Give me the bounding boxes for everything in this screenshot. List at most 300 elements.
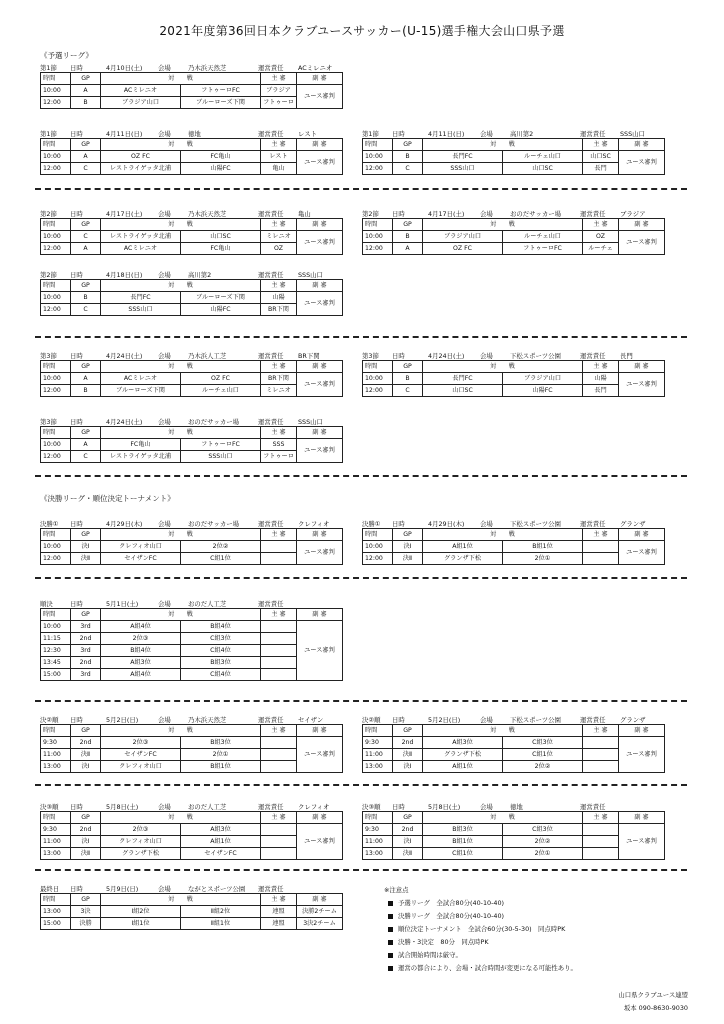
away-team: フトゥーロFC [181,85,261,97]
away-team: 2位② [503,836,583,848]
match-time: 10:00 [363,541,393,553]
match-date: 4月17日(土) [106,209,143,218]
match-gp: B [71,385,101,397]
col-match: 対 戦 [101,725,261,737]
col-referee: 主 審 [261,139,297,151]
match-date: 4月24日(土) [428,351,465,360]
match-time: 12:00 [41,385,71,397]
away-team: Ⅱ組1位 [181,918,261,930]
match-time: 12:00 [41,553,71,565]
match-gp: 決Ⅱ [393,749,423,761]
table-header-row [41,609,343,621]
col-referee: 主 審 [261,361,297,373]
away-team: C組3位 [181,633,261,645]
match-block [362,518,664,565]
match-time: 10:00 [41,292,71,304]
venue-label: 会場 [158,519,171,528]
col-assistant-referee: 副 審 [297,609,343,621]
block-header [40,416,342,426]
manager-name: BR下関 [298,351,320,360]
home-team: クレフィオ山口 [101,541,181,553]
block-header [40,62,342,72]
manager-label: 運営責任 [258,802,284,811]
divider [35,869,687,871]
match-block [40,269,342,316]
col-referee: 主 審 [583,812,619,824]
round-label: 決勝① [362,519,381,528]
table-row [363,824,665,836]
match-table [40,893,343,930]
home-team: Ⅰ組1位 [101,918,181,930]
referee [583,836,619,848]
datetime-label: 日時 [392,351,405,360]
referee [261,645,297,657]
match-time: 11:00 [363,836,393,848]
match-block [40,883,342,930]
match-time: 12:00 [41,243,71,255]
home-team: 長門FC [423,373,503,385]
match-block [362,714,664,773]
table-header-row [41,812,343,824]
col-gp: GP [393,139,423,151]
note-item: 試合開始時間は厳守。 [386,949,686,962]
match-time: 10:00 [363,231,393,243]
home-team: 2位③ [101,824,181,836]
venue-name: 乃木浜人工芝 [188,351,227,360]
col-assistant-referee: 副 審 [297,73,343,85]
block-header [362,518,664,528]
match-table [362,218,665,255]
match-time: 10:00 [41,541,71,553]
referee: ミレニオ [261,385,297,397]
manager-name: SSS山口 [298,270,323,279]
referee: OZ [261,243,297,255]
away-team: SSS山口 [181,451,261,463]
col-match: 対 戦 [423,219,583,231]
venue-name: 徳地 [188,129,201,138]
referee [583,761,619,773]
referee: フトゥーロ [261,97,297,109]
divider [35,336,687,338]
referee [261,657,297,669]
venue-label: 会場 [158,351,171,360]
home-team: ACミレニオ [101,85,181,97]
venue-name: ながとスポーツ公園 [188,884,246,893]
match-table [40,811,343,860]
match-gp: 2nd [71,657,101,669]
match-gp: 決Ⅱ [393,553,423,565]
match-time: 9:30 [41,824,71,836]
match-date: 4月24日(土) [106,417,143,426]
away-team: C組1位 [503,749,583,761]
venue-name: おのだサッカー場 [510,209,561,218]
match-block [40,128,342,175]
col-gp: GP [71,73,101,85]
block-header [40,350,342,360]
manager-label: 運営責任 [258,884,284,893]
referee [261,553,297,565]
referee [583,737,619,749]
table-row [363,541,665,553]
assistant-referee: ユース審判 [619,737,665,773]
referee [583,824,619,836]
referee [583,749,619,761]
assistant-referee: ユース審判 [297,85,343,109]
referee [261,621,297,633]
col-referee: 主 審 [261,73,297,85]
match-block [40,208,342,255]
match-time: 11:00 [41,749,71,761]
home-team: 2位③ [101,737,181,749]
match-time: 12:30 [41,645,71,657]
home-team: FC亀山 [101,439,181,451]
away-team: B組1位 [181,761,261,773]
match-gp: 2nd [393,737,423,749]
assistant-referee: ユース審判 [619,373,665,397]
venue-label: 会場 [480,519,493,528]
referee: SSS [261,439,297,451]
referee [261,761,297,773]
match-gp: 決Ⅰ [393,541,423,553]
home-team: Ⅰ組2位 [101,906,181,918]
round-label: 第2節 [40,270,57,279]
match-date: 5月8日(土) [106,802,139,811]
home-team: ブラジア山口 [423,231,503,243]
assistant-referee: ユース審判 [619,541,665,565]
referee: フトゥーロ [261,451,297,463]
col-referee: 主 審 [583,529,619,541]
referee: 長門 [583,163,619,175]
away-team: 山陽FC [503,385,583,397]
away-team: ブルーローズ下関 [181,97,261,109]
assistant-referee: ユース審判 [297,541,343,565]
col-time: 時間 [41,361,71,373]
home-team: A組3位 [101,657,181,669]
away-team: C組1位 [181,553,261,565]
manager-name: SSS山口 [620,129,645,138]
away-team: フトゥーロFC [181,439,261,451]
manager-label: 運営責任 [258,129,284,138]
assistant-referee: ユース審判 [297,373,343,397]
table-header-row [363,361,665,373]
venue-name: 下松スポーツ公園 [510,519,561,528]
away-team: C組3位 [503,737,583,749]
manager-label: 運営責任 [258,519,284,528]
match-table [40,138,343,175]
table-header-row [363,529,665,541]
col-assistant-referee: 副 審 [297,219,343,231]
datetime-label: 日時 [70,63,83,72]
col-gp: GP [71,361,101,373]
home-team: 2位③ [101,633,181,645]
venue-name: 乃木浜天然芝 [188,209,227,218]
home-team: レストライゲッタ北浦 [101,231,181,243]
match-date: 5月1日(土) [106,599,139,608]
col-gp: GP [393,529,423,541]
manager-name: ACミレニオ [298,63,333,72]
home-team: クレフィオ山口 [101,836,181,848]
datetime-label: 日時 [70,599,83,608]
venue-name: 高川第2 [510,129,534,138]
col-time: 時間 [363,139,393,151]
col-match: 対 戦 [423,529,583,541]
home-team: ACミレニオ [101,373,181,385]
match-gp: B [71,292,101,304]
manager-name: レスト [298,129,317,138]
match-gp: 2nd [393,824,423,836]
assistant-referee: ユース審判 [297,439,343,463]
note-item: 予選リーグ 全試合80分(40-10-40) [386,897,686,910]
table-header-row [41,139,343,151]
home-team: A組4位 [101,621,181,633]
home-team: グランザ下松 [423,553,503,565]
match-time: 10:00 [41,621,71,633]
match-time: 12:00 [363,385,393,397]
home-team: レストライゲッタ北浦 [101,163,181,175]
match-time: 9:30 [41,737,71,749]
note-item: 決勝・3決定 80分 同点時PK [386,936,686,949]
venue-name: 乃木浜天然芝 [188,63,227,72]
col-match: 対 戦 [423,139,583,151]
away-team: ルーチェ山口 [503,231,583,243]
col-time: 時間 [41,73,71,85]
away-team: 2位① [503,553,583,565]
referee [583,553,619,565]
referee: 山陽 [261,292,297,304]
match-gp: C [71,231,101,243]
table-row [363,231,665,243]
match-block [40,801,342,860]
match-gp: 決Ⅰ [71,541,101,553]
away-team: C組4位 [181,645,261,657]
home-team: A組1位 [423,761,503,773]
col-gp: GP [393,812,423,824]
match-time: 13:00 [41,906,71,918]
match-time: 13:00 [41,761,71,773]
match-block [40,416,342,463]
match-date: 5月8日(土) [428,802,461,811]
col-referee: 主 審 [261,219,297,231]
referee: 連盟 [261,906,297,918]
home-team: グランザ下松 [101,848,181,860]
manager-label: 運営責任 [258,63,284,72]
home-team: C組1位 [423,848,503,860]
col-match: 対 戦 [101,894,261,906]
match-table [40,608,343,681]
home-team: A組3位 [423,737,503,749]
match-time: 15:00 [41,918,71,930]
datetime-label: 日時 [70,802,83,811]
venue-name: おのだサッカー場 [188,519,239,528]
datetime-label: 日時 [392,519,405,528]
col-assistant-referee: 副 審 [297,139,343,151]
datetime-label: 日時 [392,715,405,724]
home-team: B組1位 [423,836,503,848]
col-referee: 主 審 [261,529,297,541]
col-referee: 主 審 [261,894,297,906]
home-team: SSS山口 [423,163,503,175]
col-assistant-referee: 副 審 [619,361,665,373]
away-team: 山陽FC [181,304,261,316]
match-gp: 決Ⅰ [71,836,101,848]
venue-label: 会場 [480,129,493,138]
notes-title: ※注意点 [384,886,409,894]
col-assistant-referee: 副 審 [297,725,343,737]
manager-name: ブラジア [620,209,646,218]
referee [261,633,297,645]
match-gp: 決Ⅱ [71,749,101,761]
match-gp: 3rd [71,669,101,681]
col-referee: 主 審 [583,361,619,373]
match-date: 4月11日(日) [106,129,143,138]
divider [35,577,687,579]
away-team: ルーチェ山口 [503,151,583,163]
page-title: 2021年度第36回日本クラブユースサッカー(U-15)選手権大会山口県予選 [159,24,565,38]
assistant-referee: ユース審判 [619,151,665,175]
match-time: 13:00 [363,848,393,860]
match-date: 4月18日(日) [106,270,143,279]
match-gp: A [71,85,101,97]
match-block [40,598,342,681]
col-match: 対 戦 [101,139,261,151]
note-item: 順位決定トーナメント 全試合60分(30-5-30) 同点時PK [386,923,686,936]
block-header [362,801,664,811]
col-time: 時間 [363,219,393,231]
assistant-referee: ユース審判 [297,824,343,860]
col-gp: GP [71,609,101,621]
match-gp: 決Ⅰ [71,761,101,773]
table-row [41,151,343,163]
table-header-row [41,427,343,439]
venue-label: 会場 [158,129,171,138]
col-referee: 主 審 [261,812,297,824]
datetime-label: 日時 [392,129,405,138]
match-table [362,360,665,397]
round-label: 第2節 [362,209,379,218]
match-time: 12:00 [41,451,71,463]
match-gp: 決Ⅰ [393,761,423,773]
match-time: 9:30 [363,824,393,836]
match-date: 4月11日(日) [428,129,465,138]
away-team: 山口SC [503,163,583,175]
venue-label: 会場 [158,599,171,608]
match-gp: B [393,373,423,385]
col-assistant-referee: 副 審 [619,529,665,541]
table-header-row [41,219,343,231]
block-header [40,128,342,138]
datetime-label: 日時 [70,209,83,218]
table-header-row [41,725,343,737]
away-team: 2位① [181,749,261,761]
assistant-referee: ユース審判 [619,231,665,255]
block-header [362,350,664,360]
round-label: 第1節 [40,63,57,72]
referee: ブラジア [261,85,297,97]
col-assistant-referee: 副 審 [297,894,343,906]
col-gp: GP [71,529,101,541]
match-time: 15:00 [41,669,71,681]
table-row [363,737,665,749]
match-gp: 決勝 [71,918,101,930]
organizer: 山口県クラブユース連盟 [618,991,688,999]
table-row [41,737,343,749]
match-date: 4月29日(木) [428,519,465,528]
match-table [40,426,343,463]
match-time: 13:00 [363,761,393,773]
round-label: 第2節 [40,209,57,218]
match-time: 13:00 [41,848,71,860]
referee [261,749,297,761]
col-referee: 主 審 [583,725,619,737]
manager-name: グランザ [620,519,646,528]
col-match: 対 戦 [101,812,261,824]
block-header [40,598,342,608]
manager-name: クレフィオ [298,519,330,528]
match-block [362,128,664,175]
venue-label: 会場 [158,715,171,724]
assistant-referee: ユース審判 [297,621,343,681]
round-label: 決勝① [40,519,59,528]
away-team: OZ FC [181,373,261,385]
away-team: セイザンFC [181,848,261,860]
venue-label: 会場 [158,63,171,72]
match-time: 10:00 [41,151,71,163]
match-date: 4月29日(木) [106,519,143,528]
round-label: 順決 [40,599,53,608]
match-gp: C [393,385,423,397]
manager-label: 運営責任 [580,802,606,811]
table-header-row [41,529,343,541]
manager-name: セイザン [298,715,324,724]
col-time: 時間 [41,219,71,231]
table-header-row [41,361,343,373]
manager-name: 亀山 [298,209,311,218]
away-team: ブラジア山口 [503,373,583,385]
block-header [40,208,342,218]
match-time: 11:00 [363,749,393,761]
datetime-label: 日時 [70,129,83,138]
referee: 長門 [583,385,619,397]
venue-name: 乃木浜天然芝 [188,715,227,724]
match-date: 4月17日(土) [428,209,465,218]
match-time: 10:00 [41,373,71,385]
table-row [41,292,343,304]
away-team: B組3位 [181,657,261,669]
col-gp: GP [393,219,423,231]
block-header [362,208,664,218]
match-gp: C [393,163,423,175]
match-gp: A [71,151,101,163]
referee: BR下関 [261,373,297,385]
venue-name: 高川第2 [188,270,212,279]
table-row [363,373,665,385]
away-team: 2位② [181,541,261,553]
match-gp: 3rd [71,645,101,657]
match-block [40,62,342,109]
col-match: 対 戦 [101,529,261,541]
match-block [40,518,342,565]
manager-label: 運営責任 [258,715,284,724]
match-time: 12:00 [363,553,393,565]
match-time: 12:00 [41,163,71,175]
home-team: グランザ下松 [423,749,503,761]
venue-label: 会場 [158,209,171,218]
away-team: 2位① [503,848,583,860]
block-header [40,714,342,724]
match-time: 13:45 [41,657,71,669]
match-table [40,724,343,773]
col-gp: GP [71,139,101,151]
